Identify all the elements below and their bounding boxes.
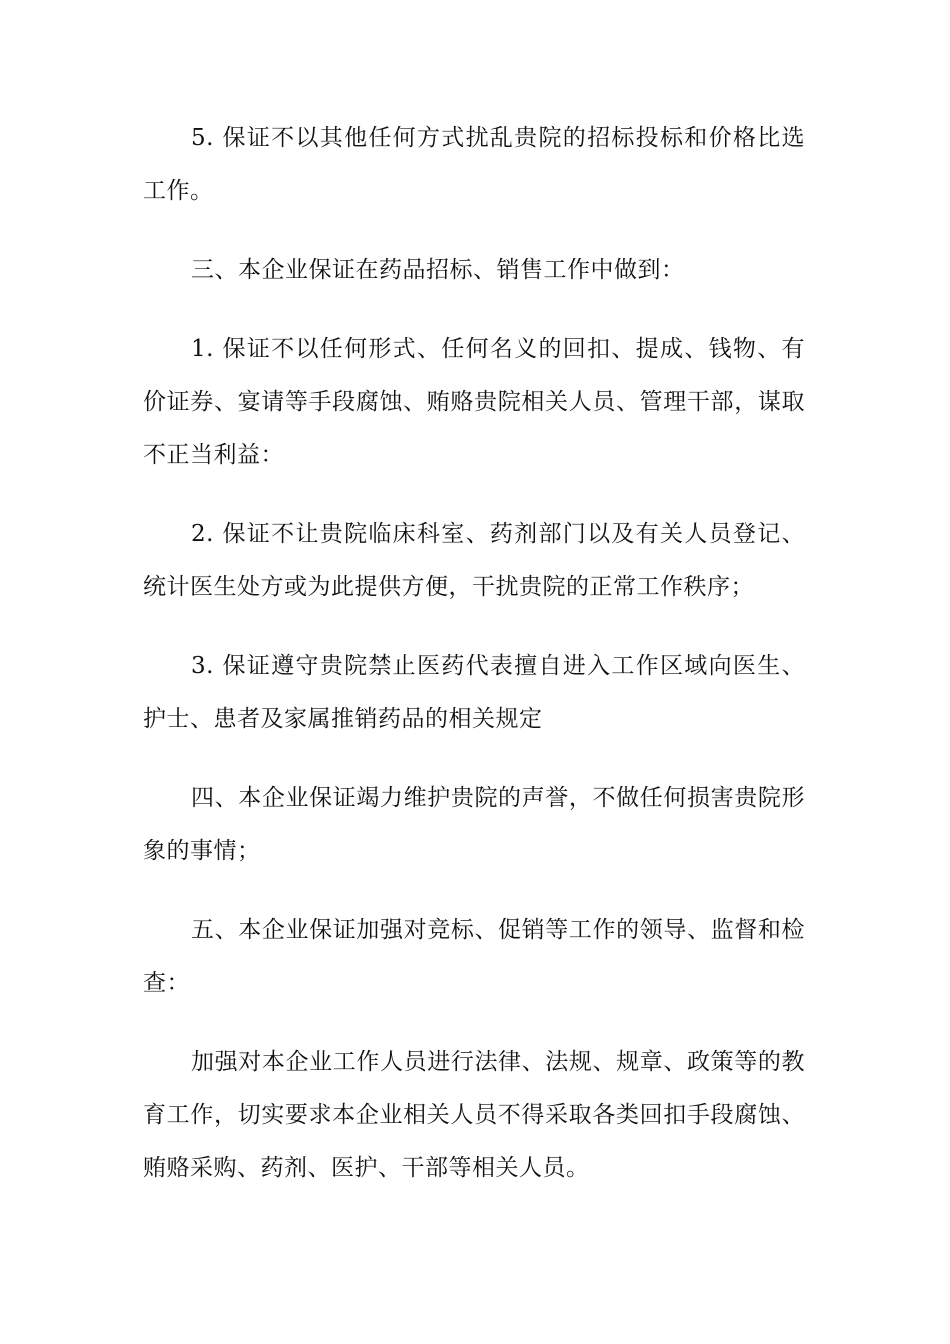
section-heading-5: 五、本企业保证加强对竞标、促销等工作的领导、监督和检查： xyxy=(143,917,805,996)
section-heading-3: 三、本企业保证在药品招标、销售工作中做到： xyxy=(191,257,685,283)
paragraph-item-2: 2. 保证不让贵院临床科室、药剂部门以及有关人员登记、统计医生处方或为此提供方便，干扰贵院的正常工作秩序； xyxy=(143,521,805,600)
section-heading-4: 四、本企业保证竭力维护贵院的声誉，不做任何损害贵院形象的事情； xyxy=(143,785,805,864)
paragraph-item-3: 3. 保证遵守贵院禁止医药代表擅自进入工作区域向医生、护士、患者及家属推销药品的相关规定 xyxy=(143,653,805,732)
paragraph-item-1: 1. 保证不以任何形式、任何名义的回扣、提成、钱物、有价证券、宴请等手段腐蚀、贿赂贵院相关人员、管理干部，谋取不正当利益： xyxy=(143,336,805,468)
document-body xyxy=(143,112,805,1221)
paragraph-item-5: 5. 保证不以其他任何方式扰乱贵院的招标投标和价格比选工作。 xyxy=(143,125,805,204)
paragraph-education: 加强对本企业工作人员进行法律、法规、规章、政策等的教育工作，切实要求本企业相关人员不得采取各类回扣手段腐蚀、贿赂采购、药剂、医护、干部等相关人员。 xyxy=(143,1049,805,1181)
